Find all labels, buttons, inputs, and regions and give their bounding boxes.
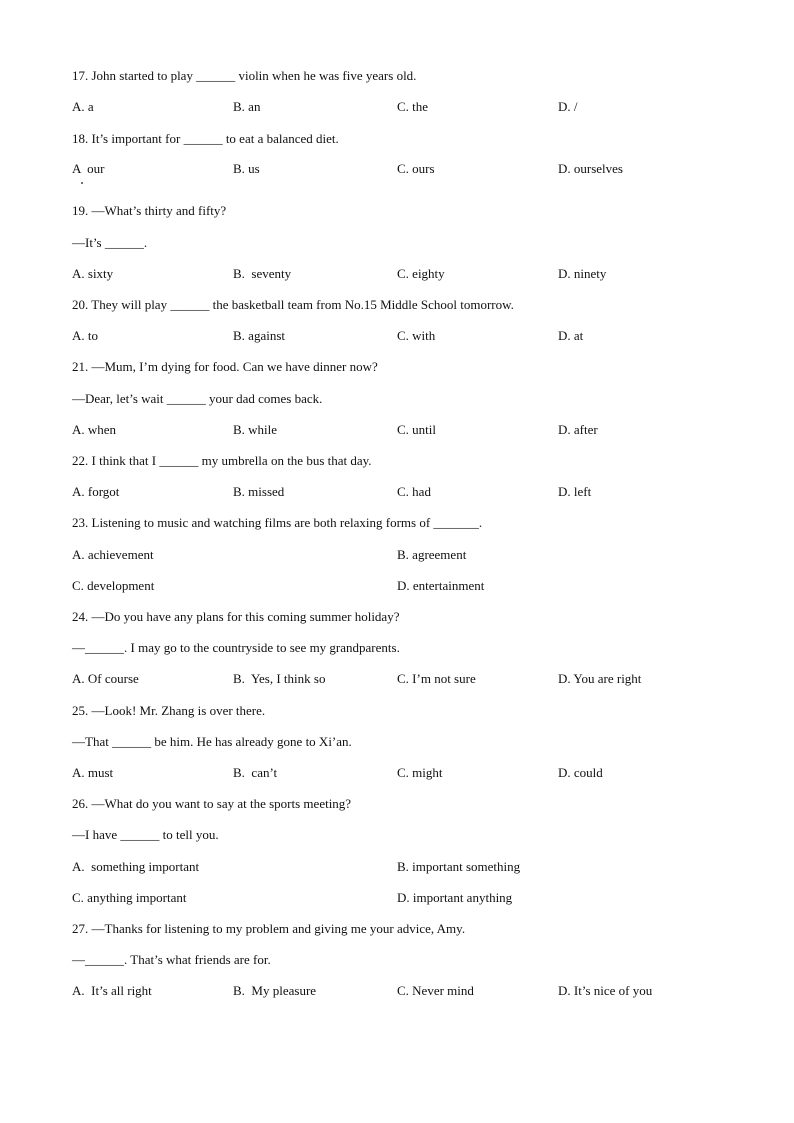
question-26-response: —I have ______ to tell you. <box>72 827 219 842</box>
question-22-stem: 22. I think that I ______ my umbrella on the bus that day. <box>72 453 372 468</box>
question-19-stem: 19. —What’s thirty and fifty? <box>72 203 227 218</box>
question-19-option-a: A. sixty <box>72 266 114 281</box>
question-27-stem: 27. —Thanks for listening to my problem and giving me your advice, Amy. <box>72 921 466 936</box>
question-21-response: —Dear, let’s wait ______ your dad comes back. <box>72 391 323 406</box>
question-22-option-b: B. missed <box>233 484 285 499</box>
question-27-option-d: D. It’s nice of you <box>558 983 653 998</box>
question-22-option-d: D. left <box>558 484 592 499</box>
question-20-option-c: C. with <box>397 328 436 343</box>
question-27-response: —______. That’s what friends are for. <box>72 952 271 967</box>
question-23-stem: 23. Listening to music and watching films are both relaxing forms of _______. <box>72 515 483 530</box>
question-24-option-d: D. You are right <box>558 671 642 686</box>
question-24-stem: 24. —Do you have any plans for this coming summer holiday? <box>72 609 400 624</box>
question-17-option-c: C. the <box>397 99 429 114</box>
question-26-option-d: D. important anything <box>397 890 513 905</box>
question-17-option-a: A. a <box>72 99 94 114</box>
question-23-option-a: A. achievement <box>72 547 154 562</box>
question-27-option-c: C. Never mind <box>397 983 474 998</box>
question-20-option-d: D. at <box>558 328 584 343</box>
question-18-option-d: D. ourselves <box>558 161 623 176</box>
question-24-option-c: C. I’m not sure <box>397 671 476 686</box>
question-23-option-b: B. agreement <box>397 547 467 562</box>
question-23-option-d: D. entertainment <box>397 578 485 593</box>
question-24-option-b: B. Yes, I think so <box>233 671 326 686</box>
question-20-option-a: A. to <box>72 328 98 343</box>
question-18-option-b: B. us <box>233 161 260 176</box>
question-18-option-c: C. ours <box>397 161 435 176</box>
question-26-option-b: B. important something <box>397 859 521 874</box>
question-19-option-c: C. eighty <box>397 266 445 281</box>
question-22-option-a: A. forgot <box>72 484 120 499</box>
question-25-option-b: B. can’t <box>233 765 278 780</box>
question-25-option-d: D. could <box>558 765 603 780</box>
question-24-response: —______. I may go to the countryside to see my grandparents. <box>72 640 400 655</box>
question-27-option-a: A. It’s all right <box>72 983 152 998</box>
stray-dot-mark <box>81 182 83 184</box>
question-21-option-d: D. after <box>558 422 598 437</box>
question-25-response: —That ______ be him. He has already gone to Xi’an. <box>72 734 352 749</box>
question-26-option-a: A. something important <box>72 859 200 874</box>
question-27-option-b: B. My pleasure <box>233 983 317 998</box>
question-18-option-a: A our <box>72 161 105 176</box>
question-19-option-d: D. ninety <box>558 266 607 281</box>
question-26-stem: 26. —What do you want to say at the sports meeting? <box>72 796 352 811</box>
question-25-option-c: C. might <box>397 765 443 780</box>
question-17-option-b: B. an <box>233 99 261 114</box>
question-21-option-a: A. when <box>72 422 117 437</box>
question-23-option-c: C. development <box>72 578 155 593</box>
question-20-stem: 20. They will play ______ the basketball team from No.15 Middle School tomorrow. <box>72 297 514 312</box>
question-21-option-b: B. while <box>233 422 278 437</box>
question-17-stem: 17. John started to play ______ violin when he was five years old. <box>72 68 417 83</box>
question-26-option-c: C. anything important <box>72 890 187 905</box>
question-24-option-a: A. Of course <box>72 671 139 686</box>
question-19-option-b: B. seventy <box>233 266 292 281</box>
question-21-stem: 21. —Mum, I’m dying for food. Can we have dinner now? <box>72 359 378 374</box>
question-22-option-c: C. had <box>397 484 431 499</box>
question-18-stem: 18. It’s important for ______ to eat a balanced diet. <box>72 131 339 146</box>
question-19-response: —It’s ______. <box>72 235 148 250</box>
question-21-option-c: C. until <box>397 422 437 437</box>
question-25-stem: 25. —Look! Mr. Zhang is over there. <box>72 703 266 718</box>
question-20-option-b: B. against <box>233 328 285 343</box>
question-17-option-d: D. / <box>558 99 578 114</box>
question-25-option-a: A. must <box>72 765 114 780</box>
